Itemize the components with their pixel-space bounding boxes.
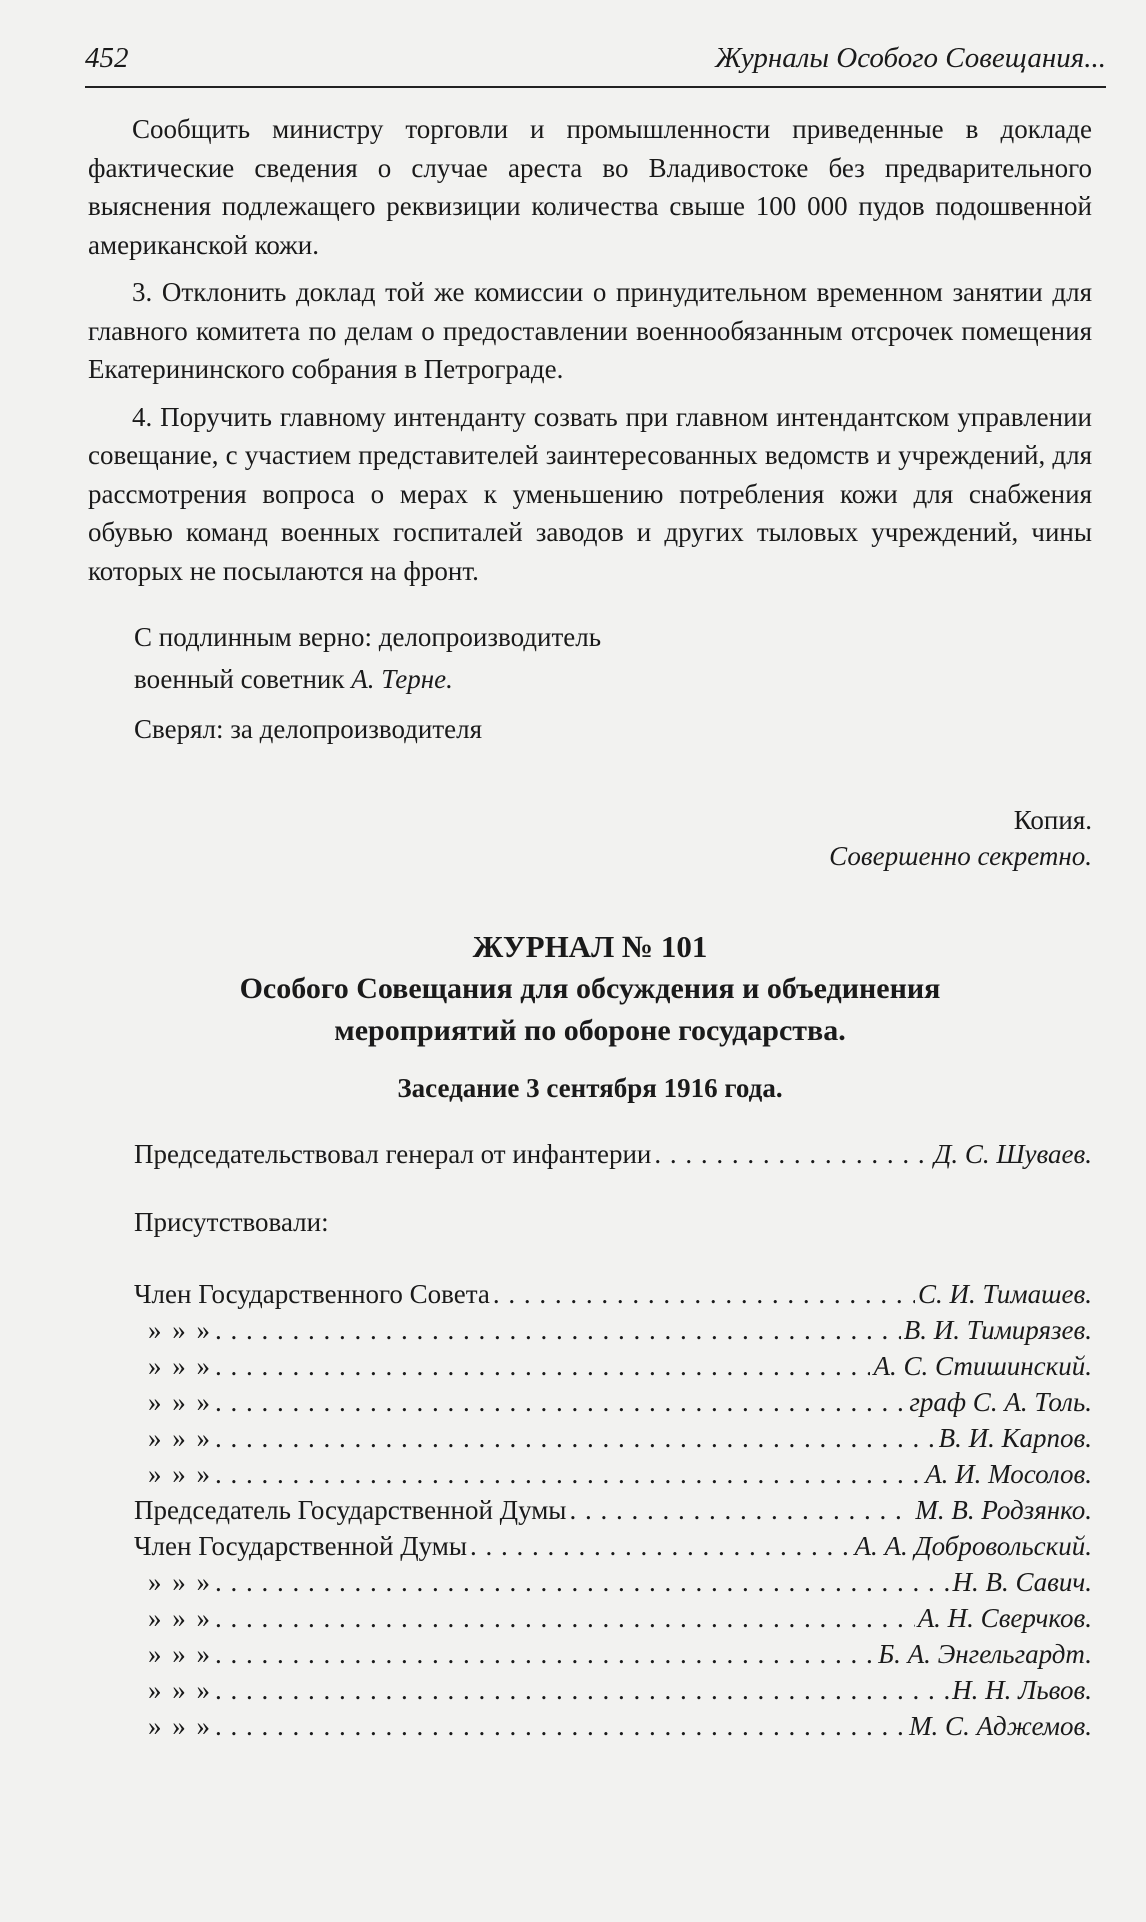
member-row: » » » . . . Б. А. Энгельгардт.	[88, 1636, 1092, 1672]
page-body	[88, 110, 1092, 1744]
member-row: » » » . . . Н. В. Савич.	[88, 1564, 1092, 1600]
member-row: » » » . . . Н. Н. Львов.	[88, 1672, 1092, 1708]
header-rule	[85, 86, 1106, 88]
member-row: » » » . . . А. С. Стишинский.	[88, 1348, 1092, 1384]
member-row: Член Государственной Думы . . . А. А. Добровольский.	[88, 1528, 1092, 1564]
paragraph-1: Сообщить министру торговли и промышленности приведенные в докладе фактические сведения о случае ареста во Владивостоке без предварительного выяснения подлежащего реквизиции количества свыше 100 000 пудов подошвенной американской кожи.	[88, 114, 1092, 260]
member-row: » » » . . . М. С. Аджемов.	[88, 1708, 1092, 1744]
journal-subtitle-1: Особого Совещания для обсуждения и объединения	[239, 972, 941, 1005]
signatory-name: А. Терне.	[351, 664, 453, 694]
present-label: Присутствовали:	[134, 1207, 329, 1237]
paragraph-2: 3. Отклонить доклад той же комиссии о принудительном временном занятии для главного комитета по делам о предоставлении военнообязанным отсрочек помещения Екатерининского собрания в Петрограде.	[88, 277, 1092, 384]
signature-block	[88, 616, 1092, 750]
journal-subtitle-2: мероприятий по обороне государства.	[334, 1014, 846, 1047]
page-header	[85, 42, 1106, 75]
member-row: » » » . . . В. И. Тимирязев.	[88, 1312, 1092, 1348]
signature-line-2: военный советник А. Терне.	[134, 664, 453, 694]
paragraph-3: 4. Поручить главному интенданту созвать при главном интендантском управлении совещание, с участием представителей заинтересованных ведомств и учреждений, для рассмотрения вопроса о мерах к уменьшению потребления кожи для снабжения обувью команд военных госпиталей заводов и других тыловых учреждений, чины которых не посылаются на фронт.	[88, 401, 1092, 586]
page-number: 452	[85, 42, 129, 74]
member-row: » » » . . . граф С. А. Толь.	[88, 1384, 1092, 1420]
members-list	[88, 1276, 1092, 1744]
member-row: » » » . . . В. И. Карпов.	[88, 1420, 1092, 1456]
running-title: Журналы Особого Совещания...	[715, 42, 1106, 74]
signature-line-1: С подлинным верно: делопроизводитель	[134, 622, 602, 652]
chair-row: Председательствовал генерал от инфантерии . . . Д. С. Шуваев.	[88, 1136, 1092, 1172]
journal-title: ЖУРНАЛ № 101	[472, 929, 708, 964]
member-row: Член Государственного Совета . . . С. И. Тимашев.	[88, 1276, 1092, 1312]
member-row: » » » . . . А. Н. Сверчков.	[88, 1600, 1092, 1636]
secret-mark: Совершенно секретно.	[829, 841, 1092, 871]
signature-line-3: Сверял: за делопроизводителя	[134, 714, 483, 744]
session-date: Заседание 3 сентября 1916 года.	[397, 1073, 783, 1103]
member-row: » » » . . . А. И. Мосолов.	[88, 1456, 1092, 1492]
leader-dots	[654, 1136, 931, 1172]
copy-mark: Копия.	[1013, 805, 1092, 835]
member-row: Председатель Государственной Думы . . . М. В. Родзянко.	[88, 1492, 1092, 1528]
